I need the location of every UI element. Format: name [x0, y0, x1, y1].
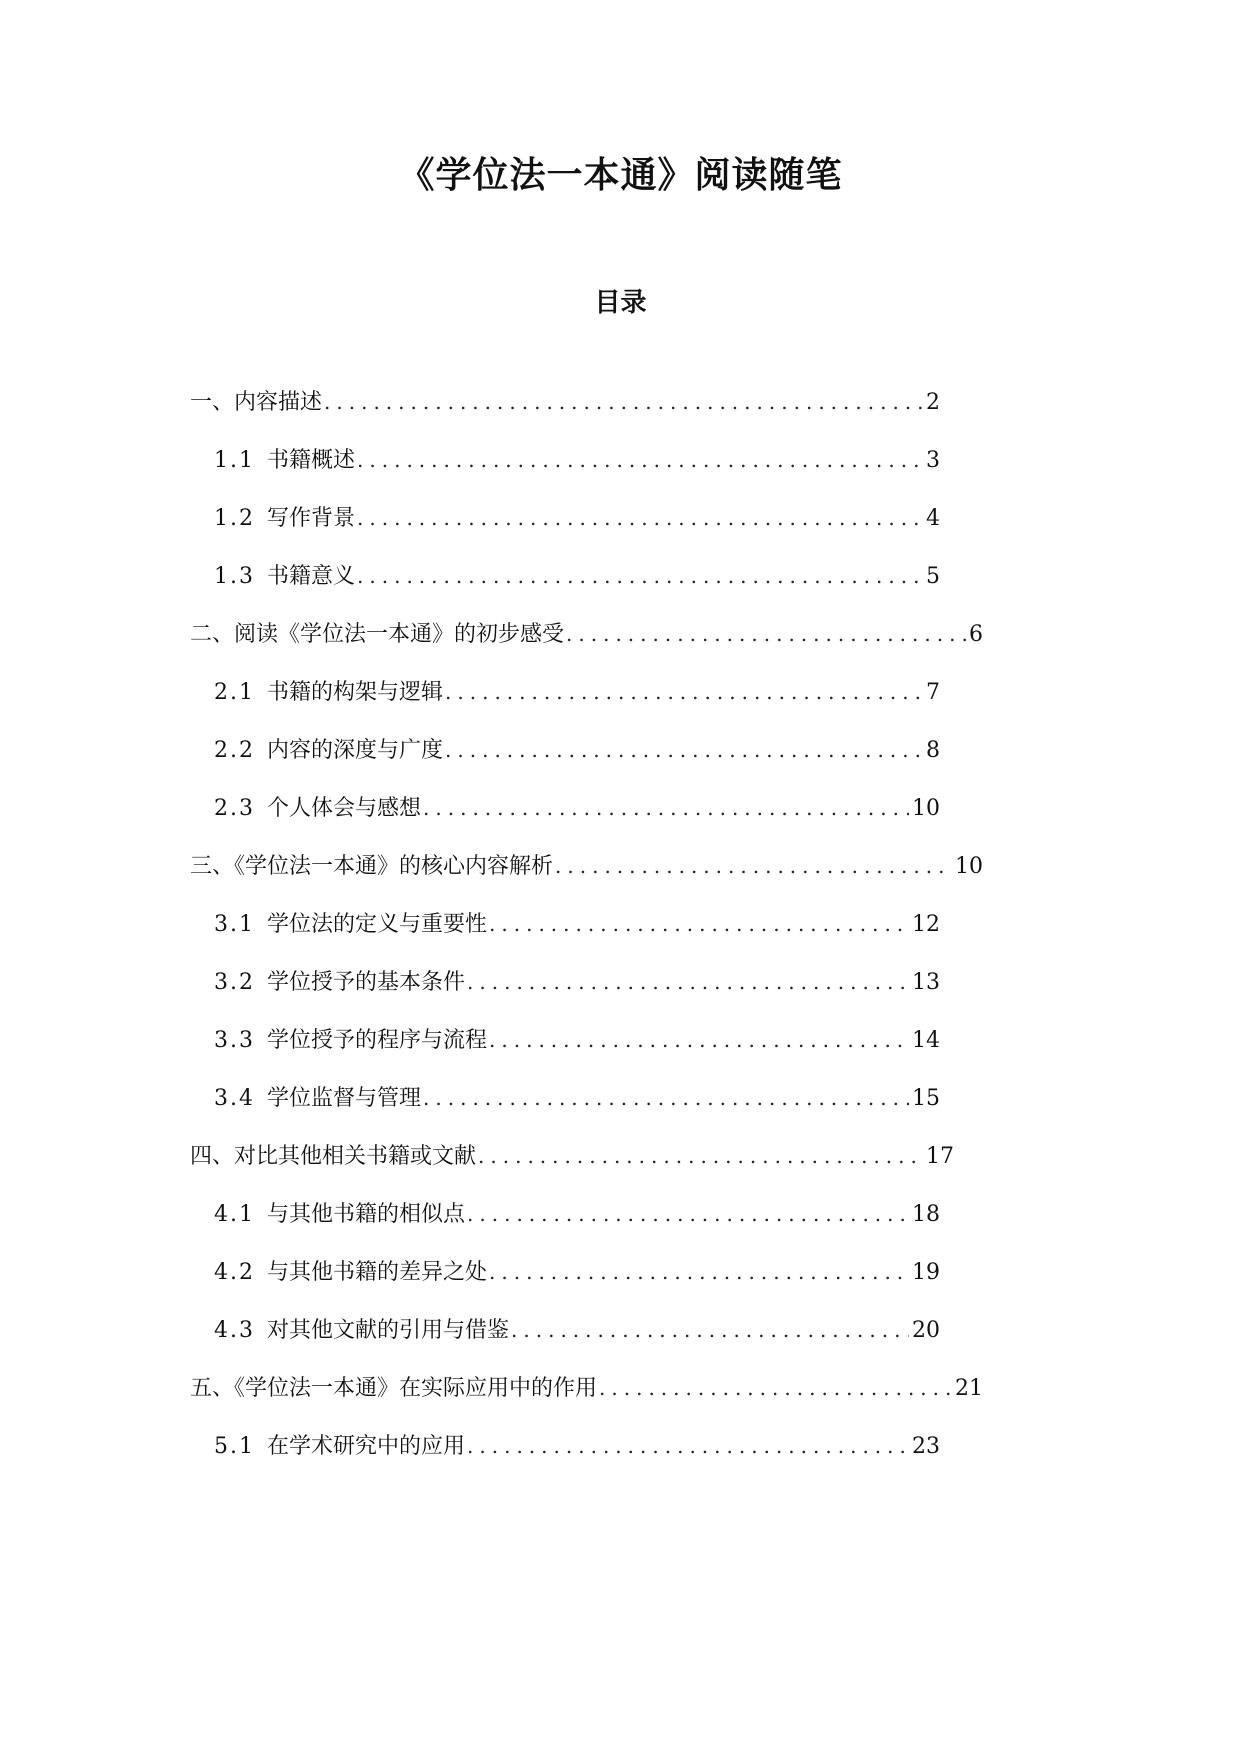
toc-entry[interactable]	[214, 907, 940, 941]
toc-entry-title: 与其他书籍的差异之处	[267, 1260, 488, 1285]
toc-entry[interactable]	[190, 617, 983, 651]
toc-entry[interactable]	[214, 1255, 940, 1289]
toc-dot-leader	[489, 1023, 909, 1057]
toc-entry-title: 学位授予的程序与流程	[267, 1028, 488, 1053]
document-title: 《学位法一本通》阅读随笔	[398, 155, 843, 196]
toc-entry-title: 在学术研究中的应用	[267, 1434, 466, 1459]
toc-entry-number: 2.1	[214, 680, 255, 705]
toc-entry[interactable]	[190, 385, 940, 419]
toc-entry[interactable]	[214, 1081, 940, 1115]
toc-entry-number: 1.3	[214, 564, 255, 589]
toc-entry-title: 对其他文献的引用与借鉴	[267, 1318, 510, 1343]
toc-dot-leader	[467, 1197, 909, 1231]
toc-entry[interactable]	[214, 1197, 940, 1231]
toc-entry-number: 1.1	[214, 448, 255, 473]
toc-dot-leader	[324, 385, 923, 419]
toc-entry-title: 学位法的定义与重要性	[267, 912, 488, 937]
toc-entry-page-number: 5	[926, 564, 940, 589]
toc-entry-title: 二、阅读《学位法一本通》的初步感受	[190, 622, 565, 647]
toc-entry-title: 三、《学位法一本通》的核心内容解析	[190, 854, 554, 879]
toc-entry-page-number: 18	[912, 1202, 940, 1227]
toc-entry[interactable]	[214, 965, 940, 999]
toc-dot-leader	[489, 1255, 909, 1289]
toc-entry[interactable]	[190, 849, 983, 883]
toc-dot-leader	[489, 907, 909, 941]
toc-entry[interactable]	[214, 1023, 940, 1057]
toc-entry-number: 2.2	[214, 738, 255, 763]
toc-dot-leader	[423, 1081, 909, 1115]
toc-dot-leader	[357, 443, 923, 477]
toc-entry[interactable]	[190, 1139, 954, 1173]
toc-entry-page-number: 10	[955, 854, 983, 879]
toc-entry-title: 五、《学位法一本通》在实际应用中的作用	[190, 1376, 598, 1401]
toc-entry-page-number: 17	[926, 1144, 954, 1169]
toc-entry-page-number: 2	[926, 390, 940, 415]
toc-dot-leader	[566, 617, 966, 651]
toc-dot-leader	[445, 675, 923, 709]
toc-entry-title: 学位授予的基本条件	[267, 970, 466, 995]
toc-entry-page-number: 8	[926, 738, 940, 763]
toc-entry-number: 4.1	[214, 1202, 255, 1227]
toc-entry-number: 5.1	[214, 1434, 255, 1459]
toc-entry-number: 1.2	[214, 506, 255, 531]
toc-entry[interactable]	[214, 1313, 940, 1347]
toc-entry-title: 书籍意义	[267, 564, 356, 589]
toc-entry-title: 内容的深度与广度	[267, 738, 444, 763]
toc-entry-page-number: 21	[955, 1376, 983, 1401]
toc-entry-page-number: 3	[926, 448, 940, 473]
toc-entry-page-number: 20	[912, 1318, 940, 1343]
toc-entry[interactable]	[214, 733, 940, 767]
toc-entry-page-number: 4	[926, 506, 940, 531]
toc-entry-title: 一、内容描述	[190, 390, 323, 415]
toc-entry[interactable]	[214, 559, 940, 593]
toc-entry-title: 个人体会与感想	[267, 796, 422, 821]
toc-entry-title: 书籍的构架与逻辑	[267, 680, 444, 705]
toc-entry[interactable]	[214, 1429, 940, 1463]
toc-entry-page-number: 15	[912, 1086, 940, 1111]
toc-dot-leader	[423, 791, 909, 825]
toc-dot-leader	[511, 1313, 909, 1347]
toc-entry[interactable]	[214, 443, 940, 477]
toc-entry-page-number: 19	[912, 1260, 940, 1285]
toc-entry-number: 4.3	[214, 1318, 255, 1343]
toc-entry-title: 四、对比其他相关书籍或文献	[190, 1144, 477, 1169]
toc-entry-title: 写作背景	[267, 506, 356, 531]
toc-entry-number: 3.2	[214, 970, 255, 995]
toc-entry-title: 书籍概述	[267, 448, 356, 473]
toc-entry-page-number: 7	[926, 680, 940, 705]
toc-dot-leader	[445, 733, 923, 767]
toc-dot-leader	[599, 1371, 952, 1405]
toc-dot-leader	[467, 965, 909, 999]
toc-entry-number: 3.3	[214, 1028, 255, 1053]
toc-entry-title: 与其他书籍的相似点	[267, 1202, 466, 1227]
toc-dot-leader	[357, 501, 923, 535]
toc-heading: 目录	[594, 288, 647, 318]
toc-entry-number: 3.1	[214, 912, 255, 937]
toc-entry[interactable]	[214, 501, 940, 535]
toc-entry[interactable]	[214, 791, 940, 825]
toc-entry-page-number: 23	[912, 1434, 940, 1459]
toc-entry[interactable]	[190, 1371, 983, 1405]
toc-entry-page-number: 14	[912, 1028, 940, 1053]
toc-entry-page-number: 6	[969, 622, 983, 647]
toc-dot-leader	[478, 1139, 923, 1173]
toc-entry-page-number: 12	[912, 912, 940, 937]
toc-dot-leader	[467, 1429, 909, 1463]
toc-entry-number: 4.2	[214, 1260, 255, 1285]
toc-dot-leader	[555, 849, 952, 883]
toc-entry-page-number: 13	[912, 970, 940, 995]
toc-entry-number: 2.3	[214, 796, 255, 821]
toc-entry-page-number: 10	[912, 796, 940, 821]
toc-entry[interactable]	[214, 675, 940, 709]
toc-entry-title: 学位监督与管理	[267, 1086, 422, 1111]
toc-entry-number: 3.4	[214, 1086, 255, 1111]
toc-dot-leader	[357, 559, 923, 593]
